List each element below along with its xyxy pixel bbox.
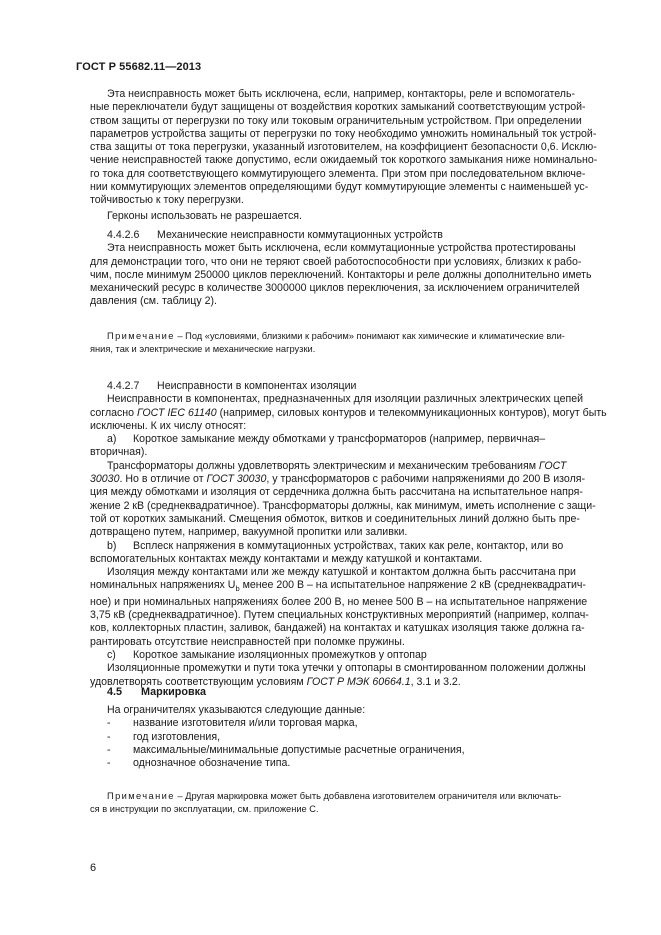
subscript: b xyxy=(235,584,240,594)
text-line: ства защиты от тока перегрузки, указанный изготовителем, на коэффициент безопасности 0,6. Исклю- xyxy=(90,141,597,154)
section-4-4-2-7 xyxy=(90,380,607,689)
note-text: яния, так и электрические и механические нагрузки. xyxy=(90,344,316,354)
list-item-c: c) Короткое замыкание изоляционных промежутков у оптопар xyxy=(107,649,427,662)
list-item-a: a) Короткое замыкание между обмотками у трансформаторов (например, первичная– xyxy=(107,433,546,446)
item-label: c) xyxy=(107,649,116,662)
note-text: – Другая маркировка может быть добавлена изготовителем ограничителя или включать- xyxy=(174,791,562,801)
text-line: номинальных напряжениях $U_b$ менее 200 В – на испытательное напряжение 2 кВ (среднеквадратич- xyxy=(90,579,586,594)
section-4-5-heading xyxy=(107,686,206,698)
text-line: Герконы использовать не разрешается. xyxy=(107,210,302,222)
bullet: - xyxy=(107,730,111,743)
text-line: Изоляция между контактами или же между катушкой и контактом должна быть рассчитана при xyxy=(107,566,576,579)
section-4-4-2-6 xyxy=(90,229,596,309)
note-label: Примечание xyxy=(107,791,175,801)
list-item: - максимальные/минимальные допустимые расчетные ограничения, xyxy=(107,743,465,756)
page-number: 6 xyxy=(90,862,97,874)
text-line: На ограничителях указываются следующие данные: xyxy=(107,704,366,716)
text-line: 3,75 кВ (среднеквадратичное). Путем специальных конструктивных мероприятий (например, колпач- xyxy=(90,609,589,622)
paragraph-fault-exclusion xyxy=(90,88,596,208)
text-line: чение неисправностей также допустимо, если ожидаемый ток короткого замыкания ниже номинально- xyxy=(90,154,598,167)
text-line: тойчивостью к току перегрузки. xyxy=(90,194,244,207)
paragraph-reed-switches xyxy=(90,210,596,223)
section-4-5-body xyxy=(90,704,596,770)
text-line: ством защиты от перегрузки по току или токовым ограничительным устройством. При определении xyxy=(90,114,582,127)
text-line: ция между обмотками и изоляция от сердечника должна быть рассчитана на испытательное напря- xyxy=(90,486,583,499)
text-line: вторичная). xyxy=(90,446,148,459)
bullet: - xyxy=(107,743,111,756)
text-line: Неисправности в компонентах, предназначенных для изоляции различных электрических цепей xyxy=(107,393,584,406)
list-item: - однозначное обозначение типа. xyxy=(107,757,291,770)
note-label: Примечание xyxy=(107,331,175,341)
standard-reference: ГОСТ 30030 xyxy=(206,473,267,486)
item-label: b) xyxy=(107,539,117,552)
list-item: - год изготовления, xyxy=(107,730,221,743)
text-line: параметров устройства защиты от перегрузки по току необходимо умножить номинальный ток устрой- xyxy=(90,127,597,140)
text-line: го тока для соответствующего коммутирующего элемента. При этом при последовательном включе- xyxy=(90,167,586,180)
text-line: нии коммутирующих элементов определяющими будут коммутирующие элементы с наименьшей ус- xyxy=(90,181,589,194)
text-line: Трансформаторы должны удовлетворять электрическим и механическим требованиям ГОСТ xyxy=(107,459,567,472)
text-line: давления (см. таблицу 2). xyxy=(90,295,217,308)
text-line: дотвращено путем, например, вакуумной пропитки или заливки. xyxy=(90,526,408,539)
section-number: 4.5 xyxy=(107,686,123,698)
standard-reference: ГОСТ xyxy=(538,459,567,472)
text-line: рантировать отсутствие неисправностей при поломке пружины. xyxy=(90,635,405,648)
note-text: ся в инструкции по эксплуатации, см. приложение С. xyxy=(90,804,319,814)
bullet: - xyxy=(107,717,111,730)
list-item-b: b) Всплеск напряжения в коммутационных устройствах, таких как реле, контактор, или во xyxy=(107,539,564,552)
text-line: Эта неисправность может быть исключена, если, например, контакторы, реле и вспомогатель- xyxy=(107,88,576,100)
section-heading: 4.4.2.6 Механические неисправности коммутационных устройств xyxy=(107,229,443,241)
text-line: для демонстрации того, что они не теряют своей работоспособности при условиях, близких к рабо- xyxy=(90,255,582,268)
note-working-conditions xyxy=(90,330,596,356)
text-line: вспомогательных контактах между контактами и между катушкой и контактами. xyxy=(90,552,483,565)
text-line: чим, после минимум 250000 циклов переключений. Контакторы и реле должны дополнительно иметь xyxy=(90,268,592,281)
text-line: жение 2 кВ (среднеквадратичное). Трансформаторы должны, как минимум, иметь исполнение с защи- xyxy=(90,499,596,512)
text-line: той от коротких замыканий. Смещения обмоток, витков и соединительных линий должно быть пре- xyxy=(90,512,580,525)
item-label: a) xyxy=(107,433,117,446)
note-text: – Под «условиями, близкими к рабочим» понимают как химические и климатические вли- xyxy=(174,331,565,341)
text-line: удовлетворять соответствующим условиям ГОСТ Р МЭК 60664.1, 3.1 и 3.2. xyxy=(90,675,461,688)
section-title: Маркировка xyxy=(141,686,207,698)
list-item: - название изготовителя и/или торговая марка, xyxy=(107,717,358,730)
text-line: механический ресурс в количестве 3000000 циклов переключения, за исключением ограничителей xyxy=(90,282,580,295)
note-other-marking xyxy=(90,790,596,816)
document-header: ГОСТ Р 55682.11—2013 xyxy=(76,61,202,73)
standard-reference: ГОСТ IEC 61140 xyxy=(137,406,217,419)
text-line: Эта неисправность может быть исключена, если коммутационные устройства протестированы xyxy=(107,242,576,255)
text-line: ные переключатели будут защищены от воздействия коротких замыканий соответствующим устрой- xyxy=(90,101,586,114)
text-line: ков, коллекторных пластин, заливок, бандажей) на контактах и катушках изоляция также должна га- xyxy=(90,622,585,635)
text-line: согласно ГОСТ IEC 61140 (например, силовых контуров и телекоммуникационных контуров), могут быть xyxy=(90,406,607,419)
text-line: исключены. К их числу относят: xyxy=(90,419,247,432)
standard-reference: 30030 xyxy=(90,473,120,486)
section-heading: 4.4.2.7 Неисправности в компонентах изоляции xyxy=(107,380,357,392)
text-line: ное) и при номинальных напряжениях более 200 В, но менее 500 В – на испытательное напряжение xyxy=(90,595,588,608)
text-line: Изоляционные промежутки и пути тока утечки у оптопары в смонтированном положении должны xyxy=(107,662,586,675)
standard-reference: ГОСТ Р МЭК 60664.1 xyxy=(306,675,411,688)
text-line: 30030. Но в отличие от ГОСТ 30030, у трансформаторов с рабочими напряжениями до 200 В изоля- xyxy=(90,473,586,486)
bullet: - xyxy=(107,757,111,770)
